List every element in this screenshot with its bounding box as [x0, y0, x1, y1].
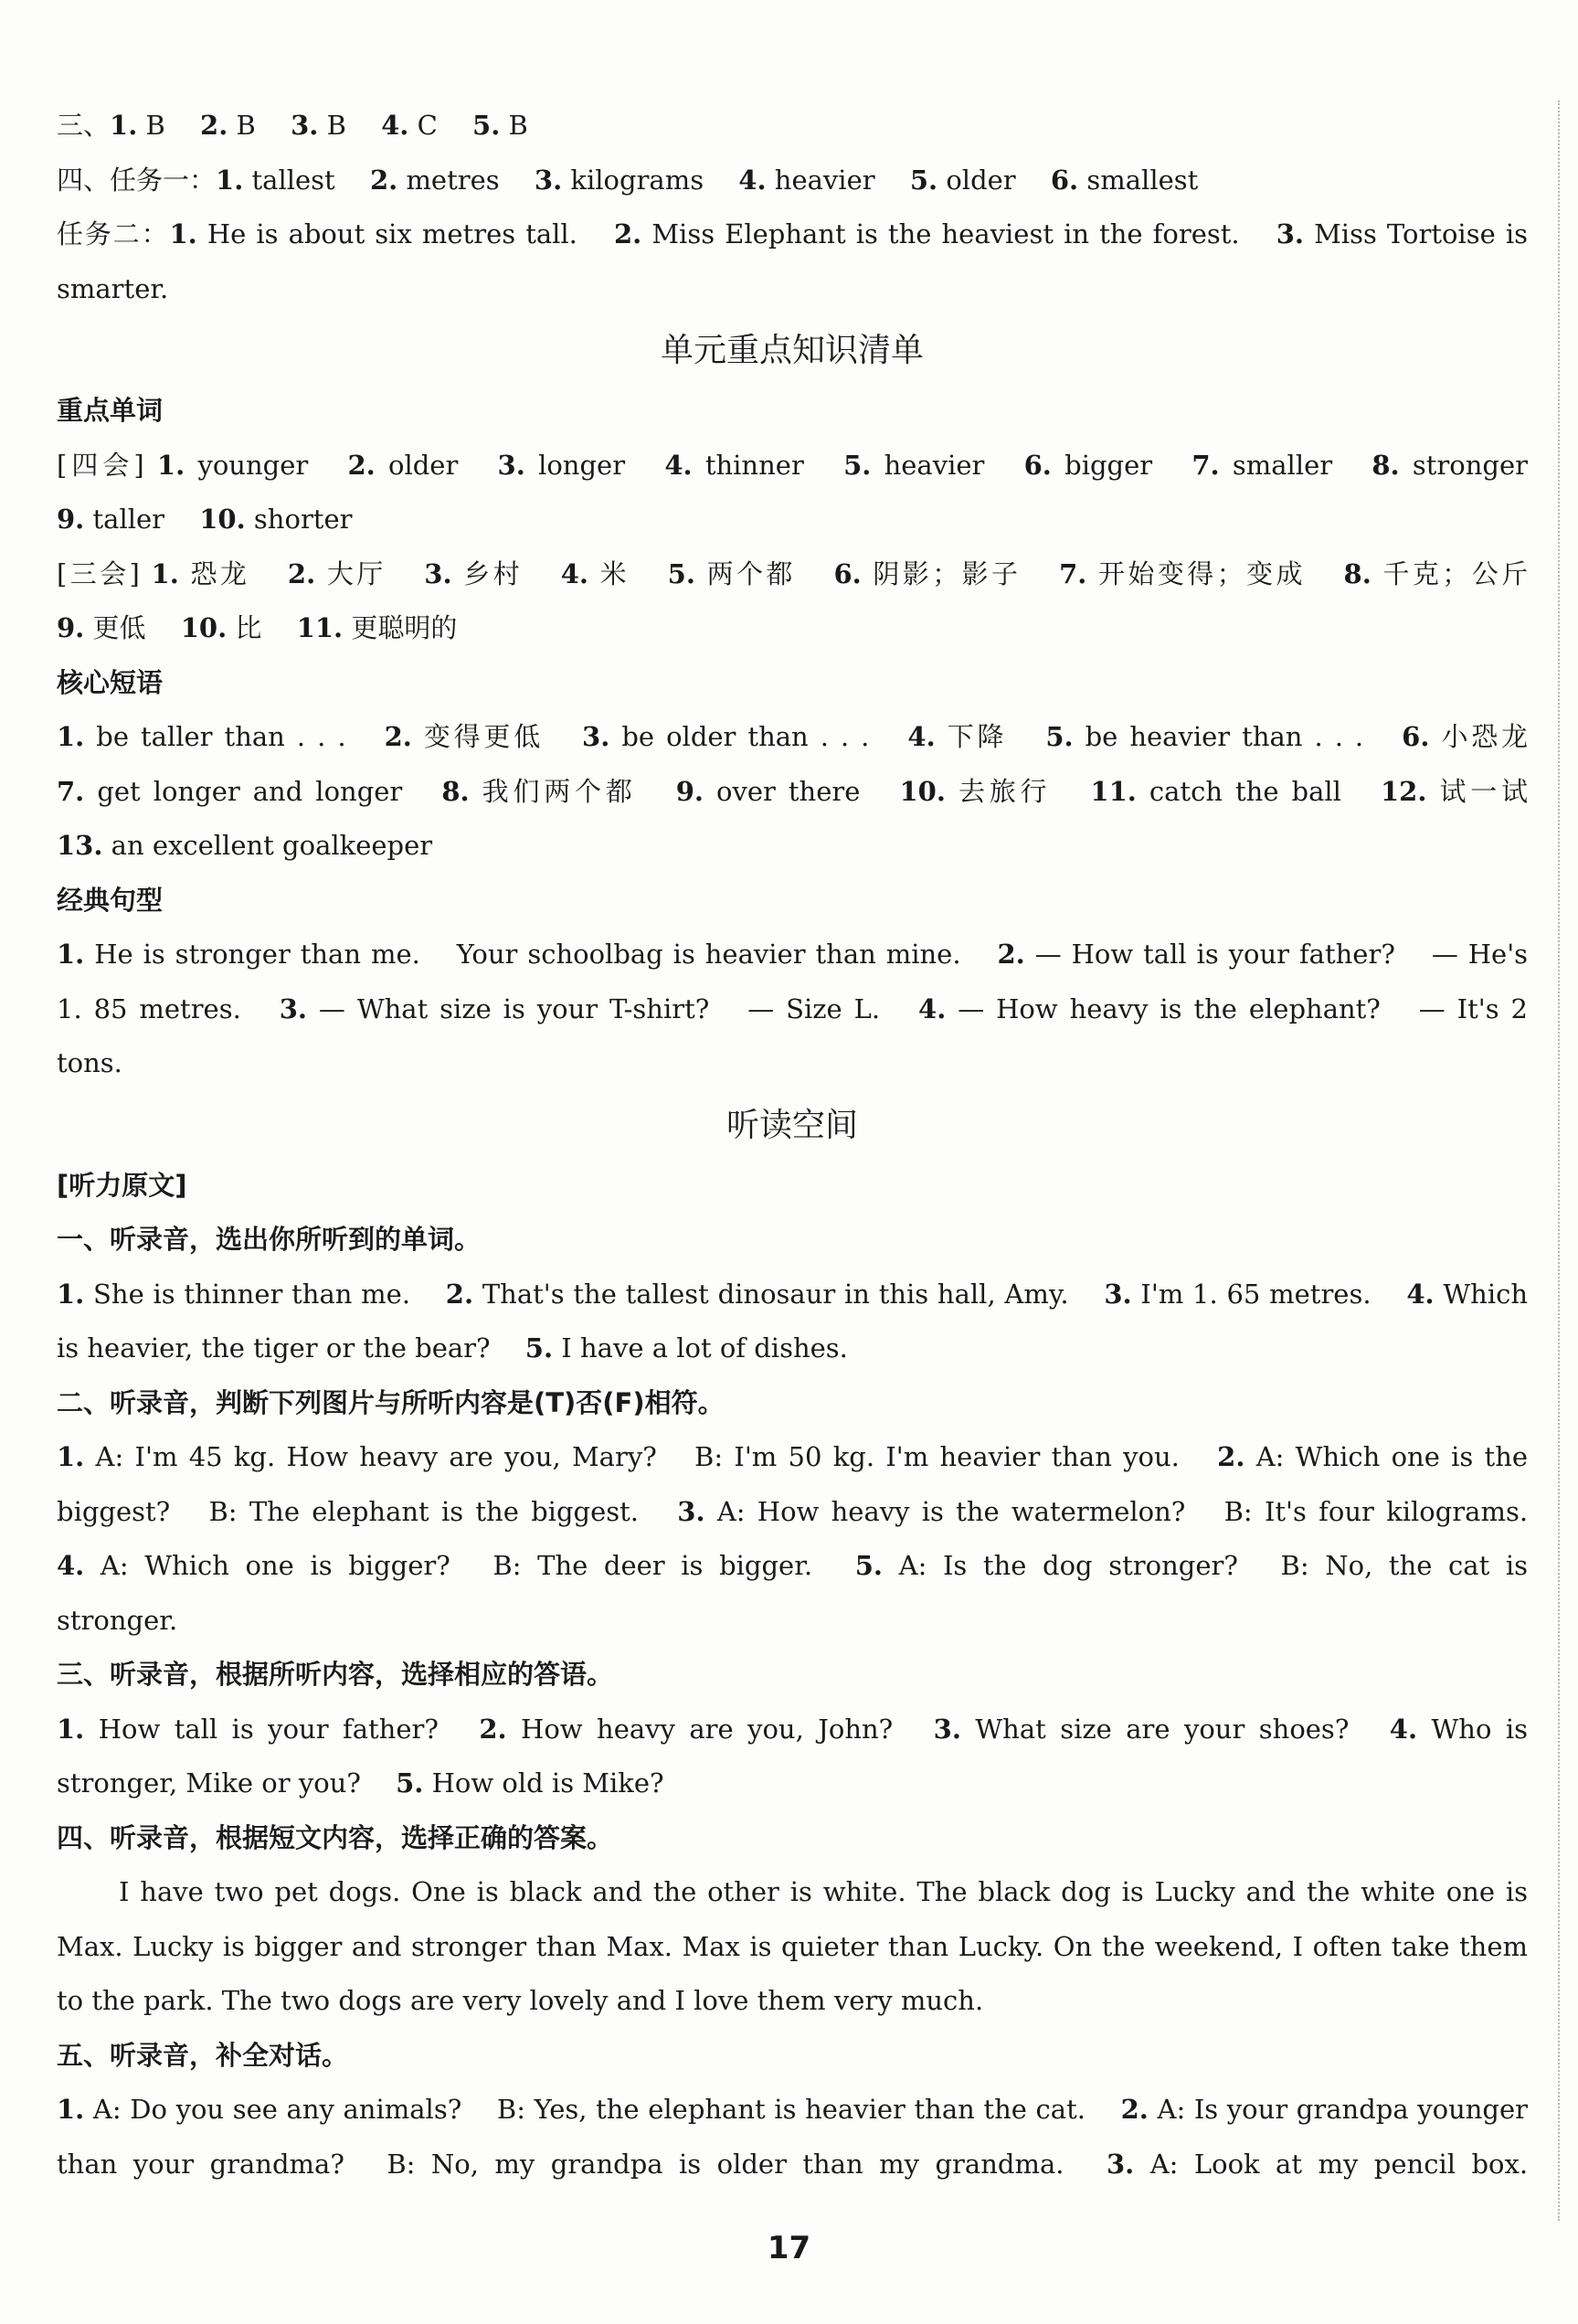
sentences-line-1 [57, 928, 1528, 982]
item-number: 3. [677, 1495, 705, 1527]
item-text: thinner [704, 449, 804, 481]
passage-line-3: to the park. The two dogs are very lovely and I love them very much. [57, 1985, 984, 2016]
item-text: smallest [1086, 164, 1199, 196]
item-text: be older than . . . [621, 721, 870, 752]
item-number: 1. [110, 110, 138, 141]
item-number: 6. [1050, 164, 1079, 196]
item-number: 4. [381, 110, 409, 141]
item-text: She is thinner than me. [93, 1278, 411, 1310]
item-number: 1. [57, 1713, 85, 1745]
item-number: 2. [1217, 1441, 1245, 1472]
listening-part2-heading: 二、听录音，判断下列图片与所听内容是(T)否(F)相符。 [57, 1386, 725, 1418]
listening-part5-line-1 [57, 2083, 1528, 2138]
item-text: — How heavy is the elephant? [958, 992, 1381, 1024]
item-number: 2. [613, 218, 642, 249]
item-number: 1. [57, 939, 85, 970]
item-text: How tall is your father? [98, 1713, 439, 1745]
four-skills-line-1: [四会] 1. younger 2. older 3. longer 4. thinner 5. heavier 6. bigger 7. smaller 8. stronger [57, 449, 1529, 481]
item-text: 比 [235, 612, 262, 643]
item-text: A: Do you see any animals? [92, 2094, 462, 2125]
sentences-line-3 [57, 1036, 1528, 1091]
item-text: Miss Elephant is the heaviest in the forest. [651, 218, 1240, 249]
item-number: 4. [57, 1550, 85, 1581]
item-number: 5. [854, 1550, 883, 1581]
item-number: 4. [738, 164, 767, 196]
passage-line-1: I have two pet dogs. One is black and the other is white. The black dog is Lucky and the white one is [119, 1876, 1528, 1907]
item-number: 3. [1104, 1278, 1132, 1310]
passage-line-2: Max. Lucky is bigger and stronger than Max. Max is quieter than Lucky. On the weekend, I often take them [57, 1930, 1528, 1962]
three-skills-line-2 [57, 601, 1528, 656]
heading-core-phrases: 核心短语 [57, 666, 164, 698]
item-text: Who is [1431, 1713, 1529, 1745]
item-text: I have a lot of dishes. [561, 1332, 848, 1364]
item-text: B: No, my grandpa is older than my grandma. [387, 2148, 1064, 2180]
item-number: 7. [1059, 557, 1087, 589]
item-text: 我们两个都 [482, 775, 637, 807]
item-text: A: Which one is bigger? [100, 1550, 450, 1581]
item-text: 恐龙 [190, 557, 250, 589]
phrases-line-3 [57, 819, 1528, 874]
item-number: 1. [151, 557, 179, 589]
item-number: 2. [369, 164, 398, 196]
item-number: 7. [57, 775, 85, 807]
item-text: stronger, Mike or you? [57, 1767, 361, 1799]
item-text: A: Is the dog stronger? [898, 1550, 1238, 1581]
item-number: 2. [200, 110, 228, 141]
item-number: 5. [396, 1767, 424, 1799]
item-text: older [387, 449, 459, 481]
item-number: 1. [216, 164, 244, 196]
item-text: 阴影；影子 [873, 557, 1022, 589]
item-text: How heavy are you, John? [521, 1713, 894, 1745]
item-number: 3. [497, 449, 525, 481]
item-text: 更聪明的 [351, 612, 458, 643]
item-text: is heavier, the tiger or the bear? [57, 1332, 491, 1364]
section-title-listening: 听读空间 [725, 1106, 858, 1144]
item-text: taller [92, 504, 165, 535]
item-text: That's the tallest dinosaur in this hall, Amy. [482, 1278, 1069, 1310]
item-text: longer [538, 449, 626, 481]
item-number: 3. [1276, 218, 1305, 249]
item-number: 3. [424, 557, 452, 589]
item-text: A: Look at my pencil box. [1149, 2148, 1529, 2180]
listening-part3-heading: 三、听录音，根据所听内容，选择相应的答语。 [57, 1659, 614, 1690]
listening-part3-line-1 [57, 1703, 1528, 1757]
item-number: 10. [899, 775, 946, 807]
item-text: B: The deer is bigger. [492, 1550, 813, 1581]
item-number: 1. [57, 1278, 85, 1310]
item-text: B [508, 110, 528, 141]
item-number: 1. [57, 721, 85, 752]
item-number: 3. [279, 992, 308, 1024]
right-margin-dotted-line [1558, 101, 1560, 2221]
item-number: 10. [180, 612, 228, 643]
item-text: shorter [253, 504, 353, 535]
item-number: 5. [1045, 721, 1074, 752]
item-text: younger [197, 449, 309, 481]
item-text: B [236, 110, 256, 141]
item-text: B: Yes, the elephant is heavier than the cat. [496, 2094, 1086, 2125]
item-text: metres [406, 164, 500, 196]
item-number: 2. [479, 1713, 507, 1745]
item-text: 1. 85 metres. [57, 992, 241, 1024]
item-number: 4. [1389, 1713, 1418, 1745]
sentences-line-2 [57, 982, 1528, 1037]
item-text: B [326, 110, 346, 141]
page-number: 17 [767, 2230, 811, 2266]
four-skills-line-2 [57, 493, 1528, 547]
item-text: biggest? [57, 1495, 171, 1527]
item-number: 2. [997, 939, 1025, 970]
item-number: 4. [1406, 1278, 1435, 1310]
item-text: be taller than . . . [96, 721, 346, 752]
item-number: 10. [199, 504, 246, 535]
item-text: B: No, the cat is [1280, 1550, 1529, 1581]
item-text: 试一试 [1439, 775, 1529, 807]
item-number: 4. [664, 449, 693, 481]
item-number: 2. [287, 557, 316, 589]
item-text: stronger [1412, 449, 1529, 481]
item-number: 5. [667, 557, 695, 589]
item-text: What size are your shoes? [975, 1713, 1350, 1745]
item-text: 大厅 [326, 557, 387, 589]
item-number: 6. [833, 557, 862, 589]
listening-part5-heading: 五、听录音，补全对话。 [57, 2039, 349, 2071]
item-number: 3. [534, 164, 563, 196]
item-number: 9. [675, 775, 704, 807]
item-number: 3. [933, 1713, 961, 1745]
item-text: — Size L. [747, 992, 881, 1024]
listening-part2-line-4 [57, 1594, 1528, 1649]
item-text: get longer and longer [97, 775, 403, 807]
item-number: 1. [156, 449, 185, 481]
item-number: 4. [560, 557, 588, 589]
item-text: smaller [1232, 449, 1333, 481]
item-text: stronger. [57, 1604, 178, 1636]
item-text: 千克；公斤 [1382, 557, 1529, 589]
item-text: older [946, 164, 1016, 196]
item-number: 1. [169, 218, 197, 249]
item-number: 4. [907, 721, 936, 752]
item-number: 5. [472, 110, 501, 141]
item-text: 去旅行 [958, 775, 1052, 807]
item-text: B: I'm 50 kg. I'm heavier than you. [694, 1441, 1180, 1472]
item-number: 3. [291, 110, 319, 141]
item-text: bigger [1064, 449, 1153, 481]
item-text: than your grandma? [57, 2148, 344, 2180]
item-number: 3. [582, 721, 610, 752]
heading-key-words: 重点单词 [57, 395, 164, 426]
item-text: 下降 [947, 721, 1008, 752]
item-number: 8. [1371, 449, 1400, 481]
item-number: 2. [384, 721, 412, 752]
item-text: A: How heavy is the watermelon? [716, 1495, 1186, 1527]
item-text: — What size is your T-shirt? [318, 992, 710, 1024]
item-text: tallest [251, 164, 335, 196]
item-text: kilograms [570, 164, 704, 196]
listening-part2-line-2 [57, 1485, 1528, 1540]
item-text: tons. [57, 1047, 122, 1078]
item-text: 米 [599, 557, 630, 589]
item-text: He is stronger than me. [94, 939, 420, 970]
item-text: — It's 2 [1418, 992, 1528, 1024]
item-number: 2. [1120, 2094, 1149, 2125]
item-text: A: I'm 45 kg. How heavy are you, Mary? [95, 1441, 657, 1472]
listening-part3-line-2 [57, 1756, 1528, 1811]
item-number: 1. [57, 2094, 85, 2125]
item-text: C [417, 110, 438, 141]
item-text: heavier [774, 164, 875, 196]
three-skills-line-1: [三会] 1. 恐龙 2. 大厅 3. 乡村 4. 米 5. 两个都 6. 阴影；影子 7. 开始变得；变成 8. 千克；公斤 [57, 557, 1529, 589]
item-text: B [145, 110, 165, 141]
item-text: A: Is your grandpa younger [1157, 2094, 1529, 2125]
item-text: Which [1443, 1278, 1529, 1310]
item-text: an excellent goalkeeper [111, 830, 433, 861]
answer-line-section3: 三、1. B 2. B 3. B 4. C 5. B [57, 110, 528, 141]
item-number: 5. [909, 164, 938, 196]
item-text: — He's [1431, 939, 1529, 970]
item-text: I'm 1. 65 metres. [1140, 1278, 1371, 1310]
item-number: 2. [445, 1278, 474, 1310]
item-text: B: It's four kilograms. [1223, 1495, 1529, 1527]
listening-part1-heading: 一、听录音，选出你所听到的单词。 [57, 1224, 482, 1255]
item-number: 2. [347, 449, 376, 481]
item-number: 9. [57, 504, 85, 535]
item-text: Miss Tortoise is [1314, 218, 1528, 249]
item-text: A: Which one is the [1255, 1441, 1529, 1472]
listening-part1-line-2 [57, 1321, 1528, 1376]
item-number: 7. [1191, 449, 1220, 481]
listening-part4-heading: 四、听录音，根据短文内容，选择正确的答案。 [57, 1821, 614, 1853]
answer-line-section4-task1: 四、任务一：1. tallest 2. metres 3. kilograms 4. heavier 5. older 6. smallest [57, 164, 1199, 196]
item-number: 6. [1402, 721, 1430, 752]
item-number: 8. [1343, 557, 1371, 589]
item-text: Your schoolbag is heavier than mine. [456, 939, 961, 970]
heading-classic-sentences: 经典句型 [57, 884, 164, 916]
phrases-line-2 [57, 765, 1528, 820]
item-number: 6. [1023, 449, 1052, 481]
item-text: be heavier than . . . [1085, 721, 1364, 752]
item-text: over there [716, 775, 861, 807]
item-text: heavier [884, 449, 985, 481]
item-text: — How tall is your father? [1034, 939, 1395, 970]
listening-part5-line-2 [57, 2138, 1528, 2192]
item-text: 变得更低 [423, 721, 545, 752]
item-number: 12. [1380, 775, 1427, 807]
item-text: 更低 [92, 612, 146, 643]
listening-script-label: [听力原文] [57, 1169, 187, 1201]
listening-part2-line-1 [57, 1430, 1528, 1485]
item-text: How old is Mike? [431, 1767, 664, 1799]
answer-page [57, 99, 1528, 2191]
item-text: 小恐龙 [1441, 721, 1529, 752]
listening-part2-line-3 [57, 1539, 1528, 1594]
item-number: 1. [57, 1441, 85, 1472]
item-text: 两个都 [706, 557, 796, 589]
answer-line-section4-task2-cont: smarter. [57, 272, 169, 304]
phrases-line-1 [57, 710, 1528, 765]
item-number: 13. [57, 830, 103, 861]
item-number: 3. [1106, 2148, 1135, 2180]
item-number: 5. [843, 449, 872, 481]
item-number: 11. [296, 612, 344, 643]
section-title-unit-knowledge: 单元重点知识清单 [660, 332, 924, 369]
item-number: 5. [524, 1332, 554, 1364]
item-text: He is about six metres tall. [207, 218, 577, 249]
answer-line-section4-task2: 任务二：1. He is about six metres tall. 2. Miss Elephant is the heaviest in the forest. 3. Miss Tortoise is [57, 218, 1528, 249]
item-text: catch the ball [1149, 775, 1341, 807]
item-text: 开始变得；变成 [1098, 557, 1306, 589]
item-text: 乡村 [463, 557, 524, 589]
listening-part1-line-1 [57, 1268, 1528, 1322]
item-text: B: The elephant is the biggest. [208, 1495, 640, 1527]
item-number: 11. [1090, 775, 1137, 807]
item-number: 9. [57, 612, 85, 643]
item-number: 8. [441, 775, 470, 807]
item-number: 4. [918, 992, 947, 1024]
